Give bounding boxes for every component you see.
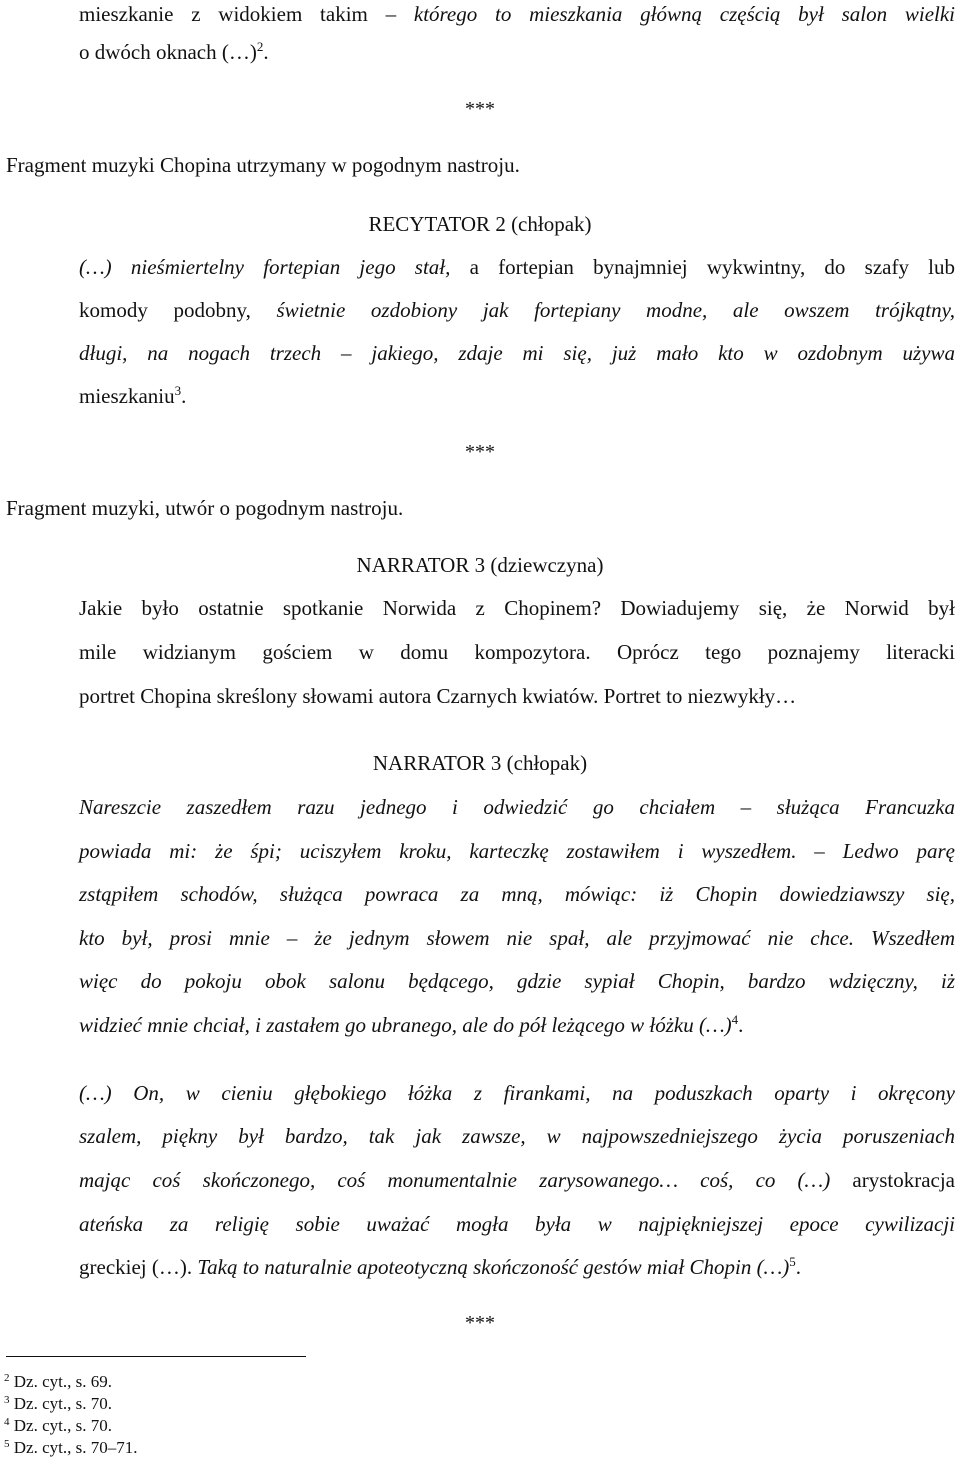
footnote-ref: 3 (174, 383, 182, 398)
speaker-heading: RECYTATOR 2 (chłopak) (368, 212, 592, 236)
speaker-heading: NARRATOR 3 (chłopak) (372, 751, 588, 775)
quote-line: powiada mi: że śpi; uciszyłem kroku, karteczkę zostawiłem i wyszedłem. – Ledwo parę (79, 839, 955, 863)
text-line: o dwóch oknach (…)$^2$. (79, 39, 269, 64)
footnote-ref: 5 (789, 1254, 796, 1269)
footnote: $^2$ Dz. cyt., s. 69. (4, 1372, 112, 1391)
quote-line: zstąpiłem schodów, służąca powraca za mną, mówiąc: iż Chopin dowiedziawszy się, (79, 882, 955, 906)
section-separator: *** (465, 441, 495, 463)
footnote: $^5$ Dz. cyt., s. 70–71. (4, 1438, 138, 1457)
section-separator: *** (465, 1312, 495, 1334)
text-line: (…) nieśmiertelny fortepian jego stał, a fortepian bynajmniej wykwintny, do szafy lub (79, 255, 955, 279)
text-line: mile widzianym gościem w domu kompozytora. Oprócz tego poznajemy literacki (79, 640, 955, 664)
quote-line: widzieć mnie chciał, i zastałem go ubranego, ale do pół leżącego w łóżku (…)$^4$. (79, 1012, 744, 1037)
text-line: długi, na nogach trzech – jakiego, zdaje mi się, już mało kto w ozdobnym używa (79, 341, 955, 365)
section-separator: *** (465, 98, 495, 120)
stage-direction: Fragment muzyki Chopina utrzymany w pogodnym nastroju. (6, 153, 520, 177)
stage-direction: Fragment muzyki, utwór o pogodnym nastroju. (6, 496, 404, 520)
footnote: $^4$ Dz. cyt., s. 70. (4, 1416, 112, 1435)
speaker-heading: NARRATOR 3 (dziewczyna) (356, 553, 604, 577)
text-line: portret Chopina skreślony słowami autora Czarnych kwiatów. Portret to niezwykły… (79, 684, 797, 708)
quote-line: greckiej (…). Taką to naturalnie apoteotyczną skończoność gestów miał Chopin (…)$^5$. (79, 1254, 801, 1279)
quote-line: ateńska za religię sobie uważać mogła była w najpiękniejszej epoce cywilizacji (79, 1212, 955, 1236)
quote-line: mając coś skończonego, coś monumentalnie zarysowanego… coś, co (…) arystokracja (79, 1168, 955, 1192)
footnote: $^3$ Dz. cyt., s. 70. (4, 1394, 112, 1413)
quote-line: Nareszcie zaszedłem razu jednego i odwiedzić go chciałem – służąca Francuzka (79, 795, 955, 819)
quote-line: szalem, piękny był bardzo, tak jak zawsze, w najpowszedniejszego życia poruszeniach (79, 1124, 955, 1148)
quote-line: więc do pokoju obok salonu będącego, gdzie sypiał Chopin, bardzo wdzięczny, iż (79, 969, 955, 993)
text-line: Jakie było ostatnie spotkanie Norwida z Chopinem? Dowiadujemy się, że Norwid był (79, 596, 955, 620)
quote-line: (…) On, w cieniu głębokiego łóżka z firankami, na poduszkach oparty i okręcony (79, 1081, 955, 1105)
text-line: mieszkaniu$^3$. (79, 383, 187, 408)
footnote-rule (6, 1356, 306, 1357)
text-line: mieszkanie z widokiem takim – którego to mieszkania główną częścią był salon wielki (79, 2, 955, 26)
quote-line: kto był, prosi mnie – że jednym słowem nie spał, ale przyjmować nie chce. Wszedłem (79, 926, 955, 950)
text-line: komody podobny, świetnie ozdobiony jak fortepiany modne, ale owszem trójkątny, (79, 298, 955, 322)
footnote-ref: 4 (731, 1012, 739, 1027)
footnote-ref: 2 (256, 39, 264, 54)
